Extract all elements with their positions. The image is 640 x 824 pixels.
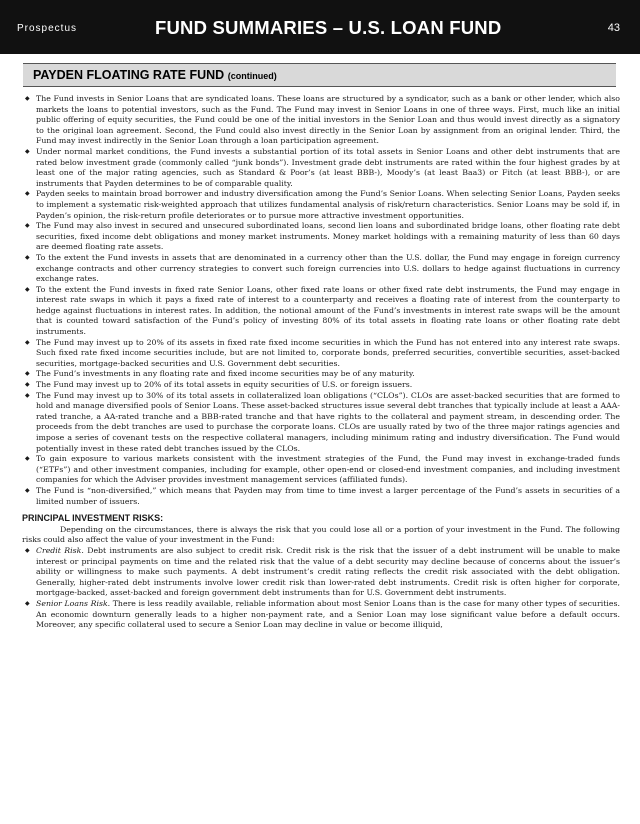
diamond-bullet-icon: ◆ [25, 381, 30, 389]
strategy-item [22, 380, 620, 391]
strategy-text: The Fund invests in Senior Loans that are syndicated loans. These loans are structured by a syndicator, such as a bank or other lender, which also markets the loans to potential investors, such as the Fund. The Fund may invest in Senior Loans in one of three ways. First, much like an initial public offering of equity securities, the Fund could be one of the initial investors in the Senior Loan and thus would invest directly as a signatory to the original loan agreement. Second, the Fund could also invest directly in the Senior Loan by assignment from an original lender. Third, the Fund may invest indirectly in the Senior Loan through a loan participation agreement. [36, 94, 620, 146]
risk-name: Credit Risk. [36, 545, 84, 555]
section-label: Prospectus [17, 23, 78, 34]
strategy-text: The Fund may also invest in secured and unsecured subordinated loans, second lien loans and subordinated bridge loans, other floating rate debt securities, fixed income debt obligations and money market instruments. Money market holdings with a remaining maturity of less than 60 days are deemed floating rate assets. [36, 221, 620, 252]
page-header [0, 0, 640, 54]
diamond-bullet-icon: ◆ [25, 338, 30, 346]
diamond-bullet-icon: ◆ [25, 190, 30, 198]
fund-title [33, 68, 277, 82]
risk-item [22, 599, 620, 631]
strategy-item [22, 338, 620, 370]
strategy-item [22, 94, 620, 147]
strategy-text: Under normal market conditions, the Fund invests a substantial portion of its total assets in Senior Loans and other debt instruments that are rated below investment grade (commonly called “junk bonds”). Investment grade debt instruments are rated within the four highest grades by at least one of the major rating agencies, such as Standard & Poor’s (at least BBB-), Moody’s (at least Baa3) or Fitch (at least BBB-), or are instruments that Payden determines to be of comparable quality. [36, 146, 620, 188]
strategy-text: To the extent the Fund invests in assets that are denominated in a currency other than the U.S. dollar, the Fund may engage in foreign currency exchange contracts and other currency strategies to convert such foreign currencies into U.S. dollars to hedge against fluctuations in currency exchange rates. [36, 252, 620, 284]
diamond-bullet-icon: ◆ [25, 599, 30, 607]
page-number: 43 [607, 22, 620, 34]
diamond-bullet-icon: ◆ [25, 370, 30, 378]
strategy-text: The Fund’s investments in any floating rate and fixed income securities may be of any maturity. [36, 369, 415, 379]
strategy-list [22, 94, 620, 507]
risk-list [22, 546, 620, 631]
strategy-item [22, 391, 620, 455]
fund-name: PAYDEN FLOATING RATE FUND [33, 68, 225, 82]
page-title: FUND SUMMARIES – U.S. LOAN FUND [155, 17, 502, 38]
strategy-item [22, 285, 620, 338]
strategy-text: The Fund may invest up to 20% of its total assets in equity securities of U.S. or foreign issuers. [36, 380, 413, 390]
diamond-bullet-icon: ◆ [25, 486, 30, 494]
main-content [22, 94, 620, 631]
risk-text: There is less readily available, reliable information about most Senior Loans than is the case for many other types of securities. An economic downturn generally leads to a higher non-payment rate, and a Senior Loan may lose significant value before a default occurs. Moreover, any specific collateral used to secure a Senior Loan may decline in value or become illiquid, [36, 598, 620, 630]
diamond-bullet-icon: ◆ [25, 546, 30, 554]
risk-item [22, 546, 620, 599]
diamond-bullet-icon: ◆ [25, 222, 30, 230]
risks-heading: PRINCIPAL INVESTMENT RISKS: [22, 513, 164, 524]
fund-banner [23, 63, 616, 87]
strategy-item [22, 369, 620, 380]
risks-intro: Depending on the circumstances, there is always the risk that you could lose all or a portion of your investment in the Fund. The following risks could also affect the value of your investment in the Fund: [22, 524, 620, 545]
diamond-bullet-icon: ◆ [25, 285, 30, 293]
strategy-text: The Fund may invest up to 30% of its total assets in collateralized loan obligations (“CLOs”). CLOs are asset-backed securities that are formed to hold and manage diversified pools of Senior Loans. These asset-backed structures issue several debt tranches that typically include at least a AAA-rated tranche, a AA-rated tranche and a BBB-rated tranche and that have rights to the collateral and payment stream, in descending order. The proceeds from the debt tranches are used to purchase the corporate loans. CLOs are usually rated by two of the three major ratings agencies and impose a series of covenant tests on the respective collateral managers, including minimum rating and industry diversification. The Fund would potentially invest in these rated debt tranches issued by the CLOs. [36, 390, 620, 453]
strategy-text: To gain exposure to various markets consistent with the investment strategies of the Fund, the Fund may invest in exchange-traded funds (“ETFs”) and other investment companies, including for example, other open-end or closed-end investment companies, and including investment companies for which the Adviser provides investment management services (affiliated funds). [36, 454, 620, 485]
risk-text: Debt instruments are also subject to credit risk. Credit risk is the risk that the issuer of a debt instrument will be unable to make interest or principal payments on time and the related risk that the value of a debt security may decline because of concerns about the issuer’s ability or willingness to make such payments. A debt instrument’s credit rating reflects the credit risk associated with the debt obligation. Generally, higher-rated debt instruments involve lower credit risk than lower-rated debt instruments. Credit risk is often higher for corporate, mortgage-backed, asset-backed and foreign government debt instruments than for U.S. Government debt instruments. [36, 545, 620, 598]
strategy-text: The Fund is “non-diversified,” which means that Payden may from time to time invest a larger percentage of the Fund’s assets in securities of a limited number of issuers. [36, 485, 620, 506]
strategy-item [22, 147, 620, 189]
fund-title-suffix: (continued) [227, 71, 277, 81]
diamond-bullet-icon: ◆ [25, 95, 30, 102]
strategy-text: Payden seeks to maintain broad borrower and industry diversification among the Fund’s Senior Loans. When selecting Senior Loans, Payden seeks to implement a systematic risk-weighted approach that utilizes fundamental analysis of risk/return characteristics. Senior Loans may be sold if, in Payden’s opinion, the risk-return profile deteriorates or to pursue more attractive investment opportunities. [36, 189, 620, 220]
strategy-item [22, 454, 620, 486]
diamond-bullet-icon: ◆ [25, 147, 30, 155]
diamond-bullet-icon: ◆ [25, 253, 30, 261]
diamond-bullet-icon: ◆ [25, 391, 30, 399]
strategy-item [22, 486, 620, 507]
strategy-text: The Fund may invest up to 20% of its assets in fixed rate fixed income securities in which the Fund has not entered into any interest rate swaps. Such fixed rate fixed income securities include, but are not limited to, corporate bonds, preferred securities, convertible securities, asset-backed securities, mortgage-backed securities and U.S. Government debt securities. [36, 337, 620, 368]
strategy-item [22, 189, 620, 221]
strategy-text: To the extent the Fund invests in fixed rate Senior Loans, other fixed rate loans or other fixed rate debt instruments, the Fund may engage in interest rate swaps in which it pays a fixed rate of interest to a counterparty and receives a floating rate of interest from the counterparty to hedge against fluctuations in interest rates. In addition, the notional amount of the Fund’s investments in interest rate swaps will be the amount that is counted toward satisfaction of the Fund’s policy of investing 80% of its total assets in floating rate loans or other floating rate debt instruments. [36, 284, 620, 337]
strategy-item [22, 253, 620, 285]
diamond-bullet-icon: ◆ [25, 455, 30, 463]
strategy-item [22, 221, 620, 253]
risk-name: Senior Loans Risk. [36, 598, 111, 608]
